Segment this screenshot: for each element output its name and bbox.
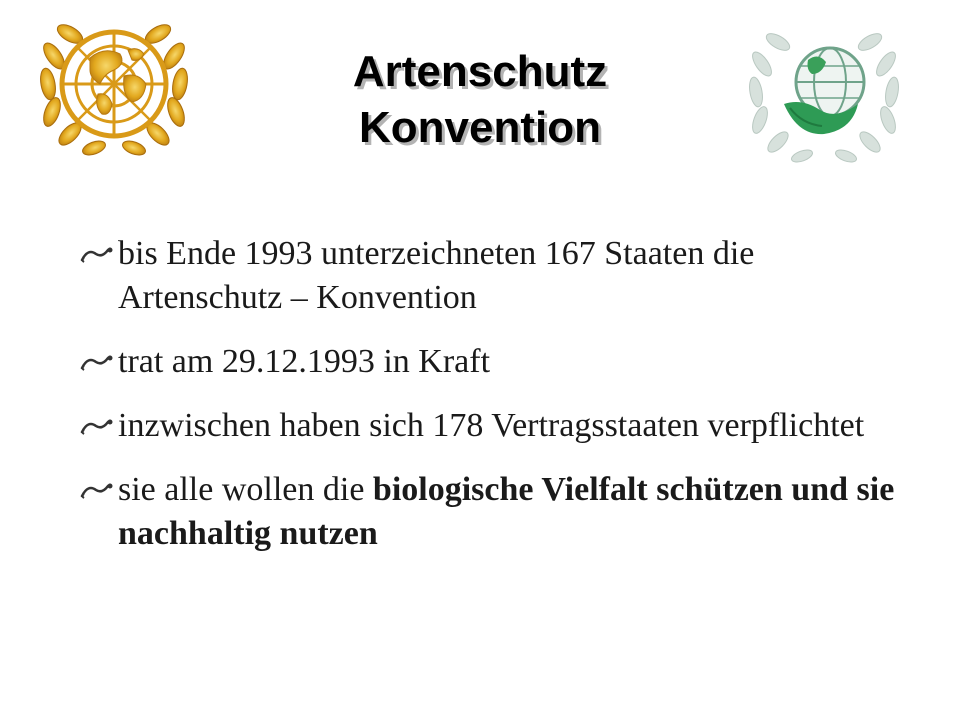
swirl-bullet-icon [78, 244, 118, 266]
bullet-list [78, 232, 898, 576]
bullet-text-2: trat am 29.12.1993 in Kraft [118, 343, 491, 380]
title-line-2: Konvention [359, 103, 601, 152]
title-line-1: Artenschutz [352, 47, 608, 96]
bullet-item-1 [78, 232, 898, 320]
bullet-item-2 [78, 340, 898, 384]
bullet-text-4-bold: biologische Vielfalt schützen und sie nachhaltig nutzen [118, 471, 895, 552]
un-emblem-icon [28, 14, 200, 162]
bullet-text-4-plain: sie alle wollen die [118, 471, 373, 508]
swirl-bullet-icon [78, 352, 118, 374]
bullet-item-4 [78, 468, 898, 556]
swirl-bullet-icon [78, 416, 118, 438]
bullet-text-3: inzwischen haben sich 178 Vertragsstaaten verpflichtet [118, 407, 865, 444]
slide-title [240, 44, 720, 156]
swirl-bullet-icon [78, 480, 118, 502]
bullet-text-1: bis Ende 1993 unterzeichneten 167 Staaten die Artenschutz – Konvention [118, 235, 755, 316]
cbd-logo-icon [738, 20, 910, 166]
bullet-item-3 [78, 404, 898, 448]
